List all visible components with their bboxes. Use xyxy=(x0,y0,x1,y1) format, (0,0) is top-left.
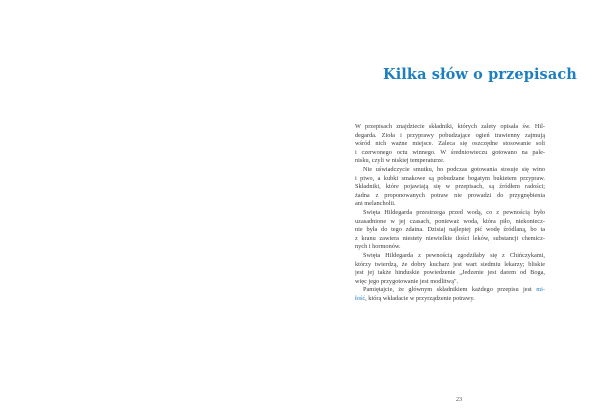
text-line: nie była do tego zdatna. Dzisiaj najlepiej pić wodę źródlaną, bo ta xyxy=(355,226,545,234)
text-line: nych i hormonów. xyxy=(355,243,401,251)
text-line: i piwo, a kubki smakowe są pobudzane bogatym bukietem przypraw. xyxy=(355,174,545,182)
highlight-word: mi- xyxy=(536,286,545,294)
page-number: 23 xyxy=(455,396,463,403)
text-line xyxy=(355,286,545,295)
body-text xyxy=(355,123,545,303)
text-fragment: , którą wkładacie w przyrządzenie potrawy. xyxy=(365,294,475,302)
text-line: nisku, czyli w niskiej temperaturze. xyxy=(355,157,445,165)
text-line: Składniki, które pojawiają się w przepisach, są źródłem radości; xyxy=(355,183,545,191)
text-line: uzasadnione w jej czasach, ponieważ woda, która piło, niekoniecz- xyxy=(355,217,545,225)
text-line: Święta Hildegarda z pewnością zgodziłaby się z Chińczykami, xyxy=(363,251,545,259)
text-line: W przepisach znajdziecie składniki, których zalety opisała św. Hil- xyxy=(355,123,545,130)
highlight-word: łość xyxy=(355,294,366,302)
text-line: Święta Hildegarda przestrzega przed wodą, co z pewnością było xyxy=(363,208,545,216)
text-line: i czerwonego octu winnego. W średniowieczu gotowano na pale- xyxy=(355,148,545,156)
text-line: Nie uświadczycie smutku, bo podczas gotowania stosuje się wino xyxy=(363,165,545,173)
text-line: żadna z proponowanych potraw nie prowadzi do przygnębienia xyxy=(355,191,545,199)
text-line: ani melancholii. xyxy=(355,200,396,208)
text-line: z kranu zawiera niestety niewielkie ilości leków, substancji chemicz- xyxy=(355,234,545,242)
text-line: którzy twierdzą, że dobry kucharz jest wart siedmiu lekarzy; bliskie xyxy=(355,260,545,268)
text-line xyxy=(355,295,545,304)
text-line: wśród nich ważne miejsce. Zaleca się oszczędne stosowanie soli xyxy=(355,140,545,148)
text-line: więc jego przygotowanie jest modlitwą". xyxy=(355,277,459,285)
text-line: degarda. Zioła i przyprawy pobudzające ogień trawienny zajmują xyxy=(355,131,545,139)
chapter-title: Kilka słów o przepisach xyxy=(383,66,577,83)
text-line: jest jej także hinduskie powiedzenie „Jedzenie jest darem od Boga, xyxy=(355,269,545,277)
text-fragment: Pamiętajcie, że głównym składnikiem każdego przepisu jest xyxy=(363,286,537,294)
